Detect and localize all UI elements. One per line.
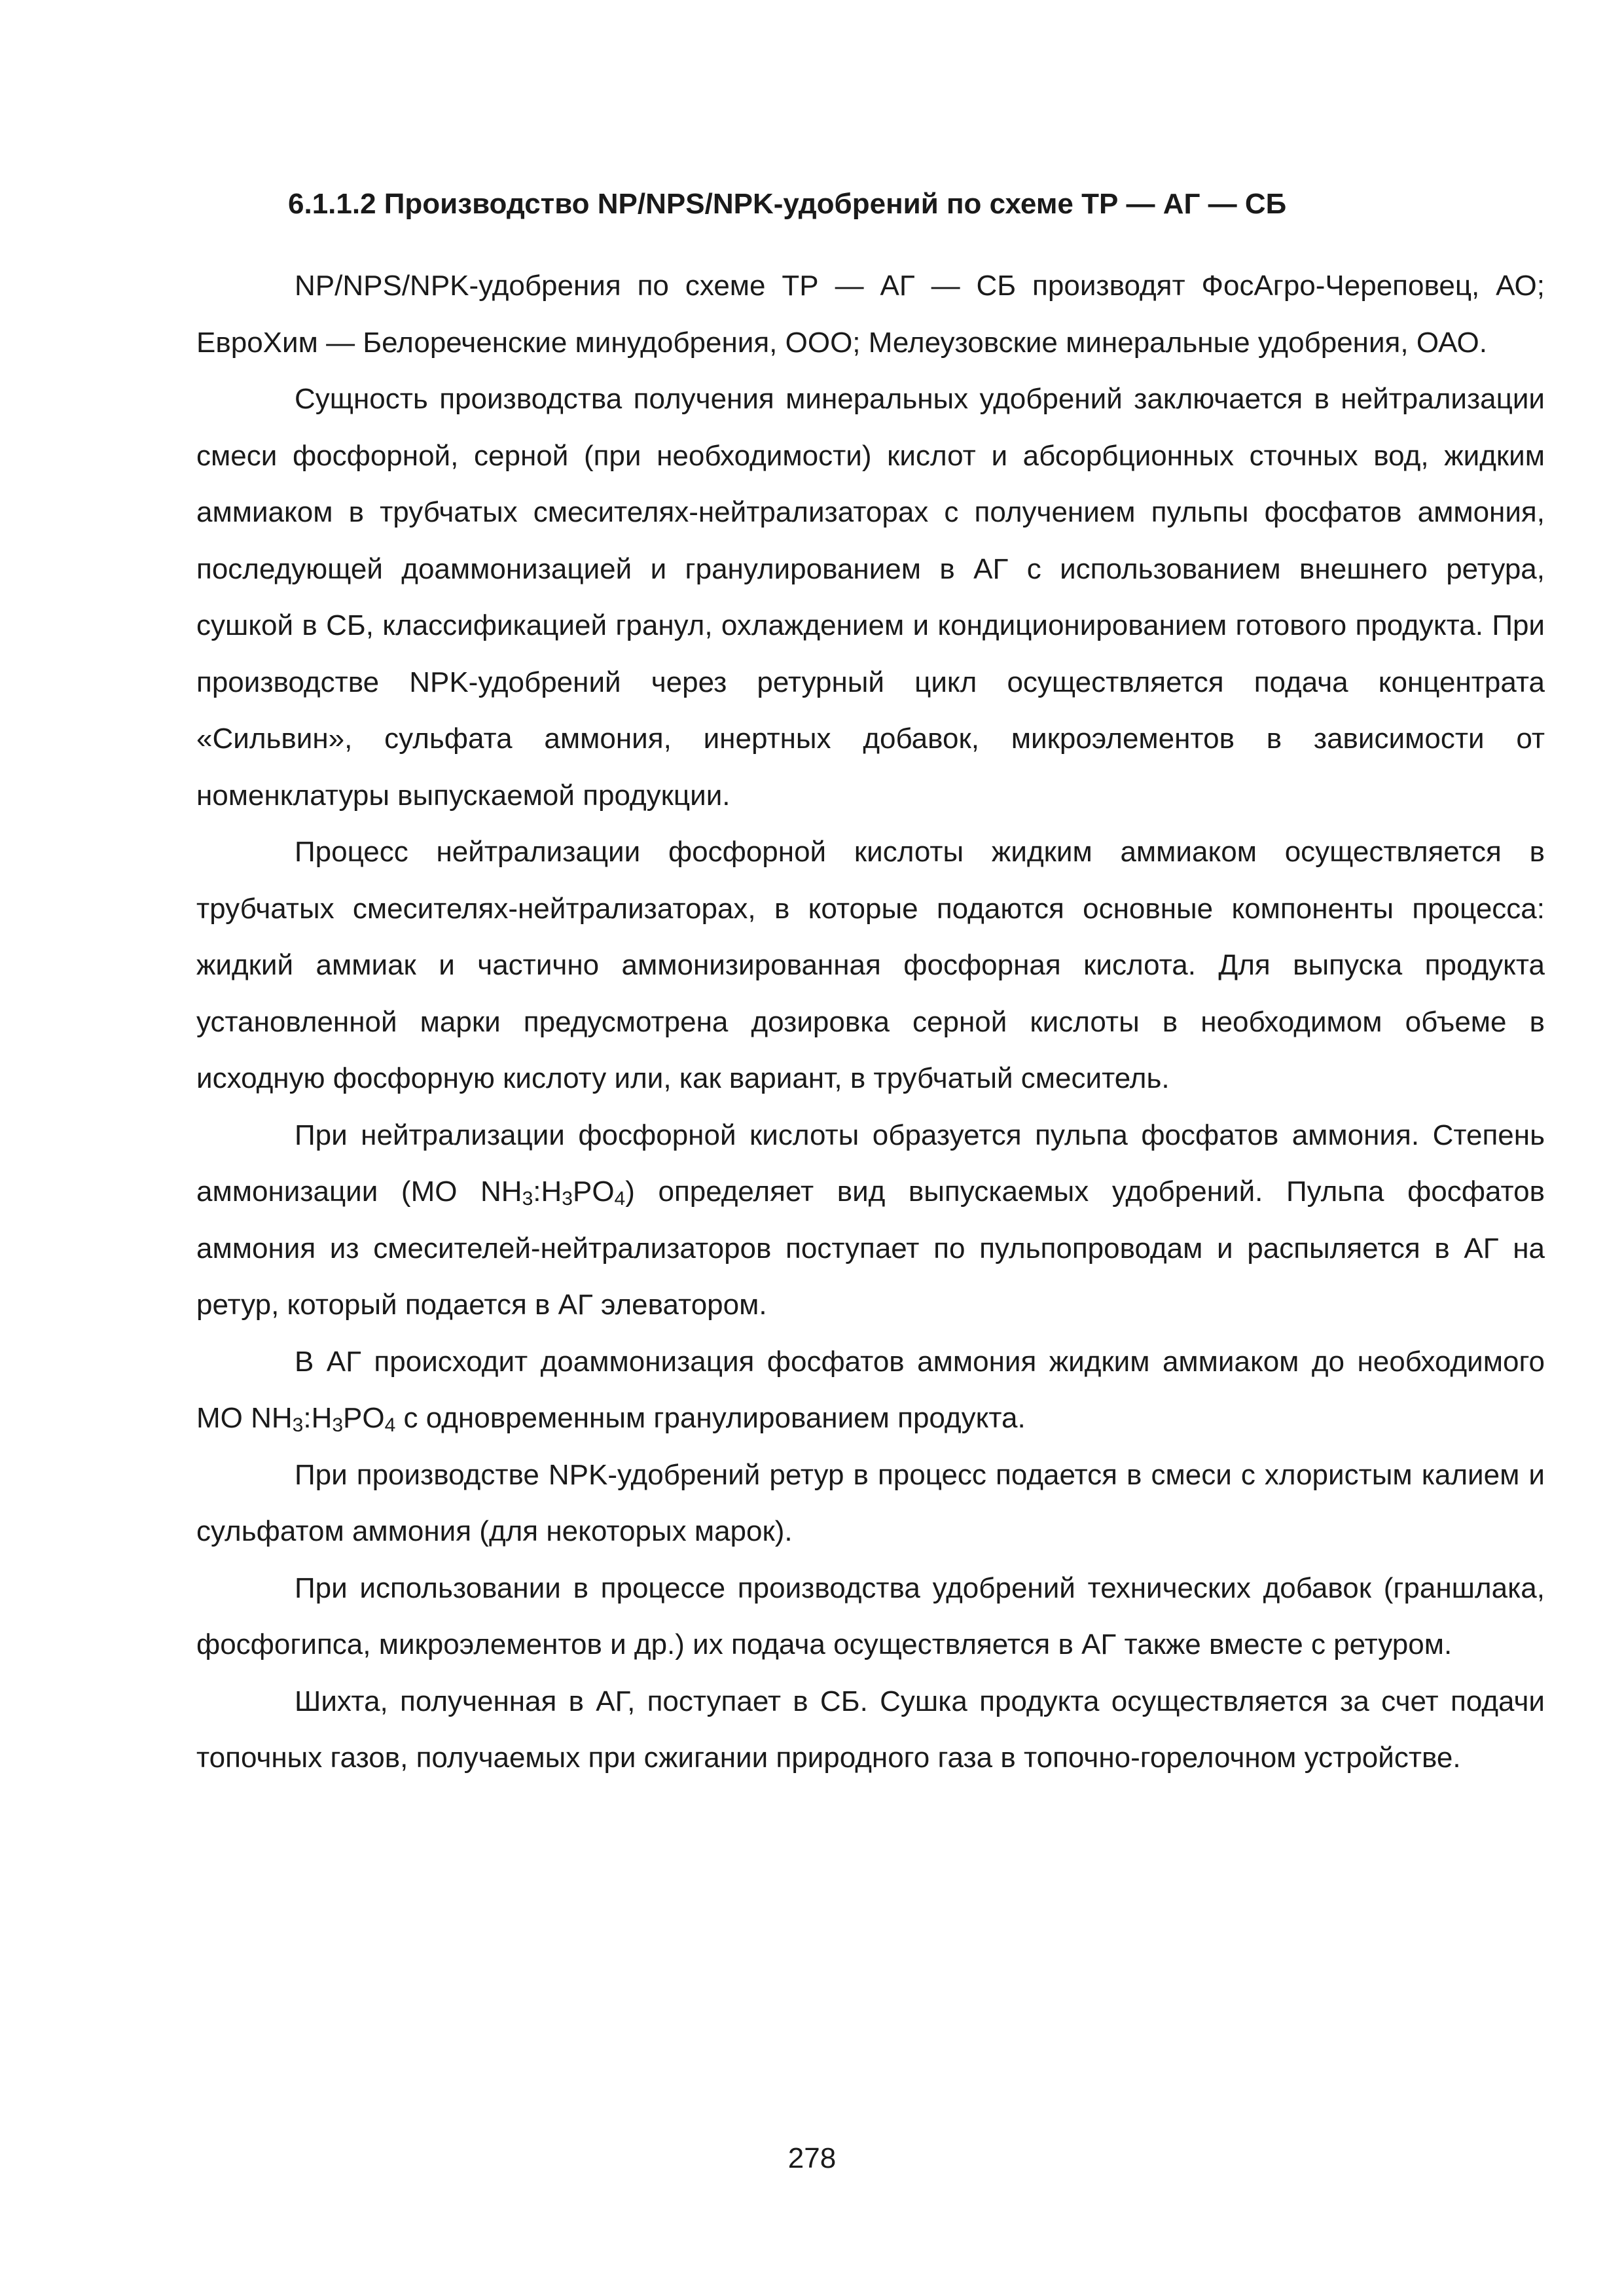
text-fragment: :H — [533, 1175, 562, 1208]
paragraph-ammonium-phosphate-pulp — [196, 1107, 1545, 1334]
text-fragment: В АГ происходит доаммонизация фосфатов аммония жидким аммиаком до необходимого МО NH — [196, 1345, 1545, 1434]
text-fragment: PO — [343, 1402, 385, 1434]
subscript: 4 — [384, 1414, 396, 1436]
paragraph-npk-recycle: При производстве NPK-удобрений ретур в процесс подается в смеси с хлористым калием и сульфатом аммония (для некоторых марок). — [196, 1458, 1545, 1547]
text-fragment: При нейтрализации фосфорной кислоты образуется пульпа фосфатов аммония. Степень аммонизации (МО NH — [196, 1119, 1545, 1208]
paragraph-technical-additives: При использовании в процессе производства удобрений технических добавок (граншлака, фосфогипса, микроэлементов и др.) их подача осуществляется в АГ также вместе с ретуром. — [196, 1571, 1545, 1660]
section-heading: 6.1.1.2 Производство NP/NPS/NPK-удобрений по схеме ТР — АГ — СБ — [288, 188, 1287, 220]
text-fragment: PO — [572, 1175, 615, 1208]
document-page — [196, 183, 1545, 1787]
paragraph-ammoniation — [196, 1334, 1545, 1447]
text-fragment: ) определяет вид выпускаемых удобрений. Пульпа фосфатов аммония из смесителей-нейтрализаторов поступает по пульпопроводам и распыляется в АГ на ретур, который подается в АГ элеватором. — [196, 1175, 1545, 1321]
subscript: 3 — [332, 1414, 344, 1436]
paragraph-process-essence: Сущность производства получения минеральных удобрений заключается в нейтрализации смеси фосфорной, серной (при необходимости) кислот и абсорбционных сточных вод, жидким аммиаком в трубчатых смесителях-нейтрализаторах с получением пульпы фосфатов аммония, последующей доаммонизацией и гранулированием в АГ с использованием внешнего ретура, сушкой в СБ, классификацией гранул, охлаждением и кондиционированием готового продукта. При производстве NPK-удобрений через ретурный цикл осуществляется подача концентрата «Сильвин», сульфата аммония, инертных добавок, микроэлементов в зависимости от номенклатуры выпускаемой продукции. — [196, 383, 1545, 812]
subscript: 3 — [522, 1188, 533, 1210]
subscript: 4 — [614, 1188, 626, 1210]
paragraph-producers: NP/NPS/NPK-удобрения по схеме ТР — АГ — СБ производят ФосАгро-Череповец, АО; ЕвроХим — Белореченские минудобрения, ООО; Мелеузовские минеральные удобрения, ОАО. — [196, 270, 1545, 359]
text-fragment: с одновременным гранулированием продукта. — [395, 1402, 1026, 1434]
paragraph-neutralization: Процесс нейтрализации фосфорной кислоты жидким аммиаком осуществляется в трубчатых смесителях-нейтрализаторах, в которые подаются основные компоненты процесса: жидкий аммиак и частично аммонизированная фосфорная кислота. Для выпуска продукта установленной марки предусмотрена дозировка серной кислоты в необходимом объеме в исходную фосфорную кислоту или, как вариант, в трубчатый смеситель. — [196, 836, 1545, 1094]
text-fragment: :H — [303, 1402, 333, 1434]
paragraph-drying: Шихта, полученная в АГ, поступает в СБ. Сушка продукта осуществляется за счет подачи топочных газов, получаемых при сжигании природного газа в топочно-горелочном устройстве. — [196, 1685, 1545, 1774]
subscript: 3 — [562, 1188, 573, 1210]
page-number: 278 — [787, 2142, 837, 2174]
subscript: 3 — [292, 1414, 304, 1436]
